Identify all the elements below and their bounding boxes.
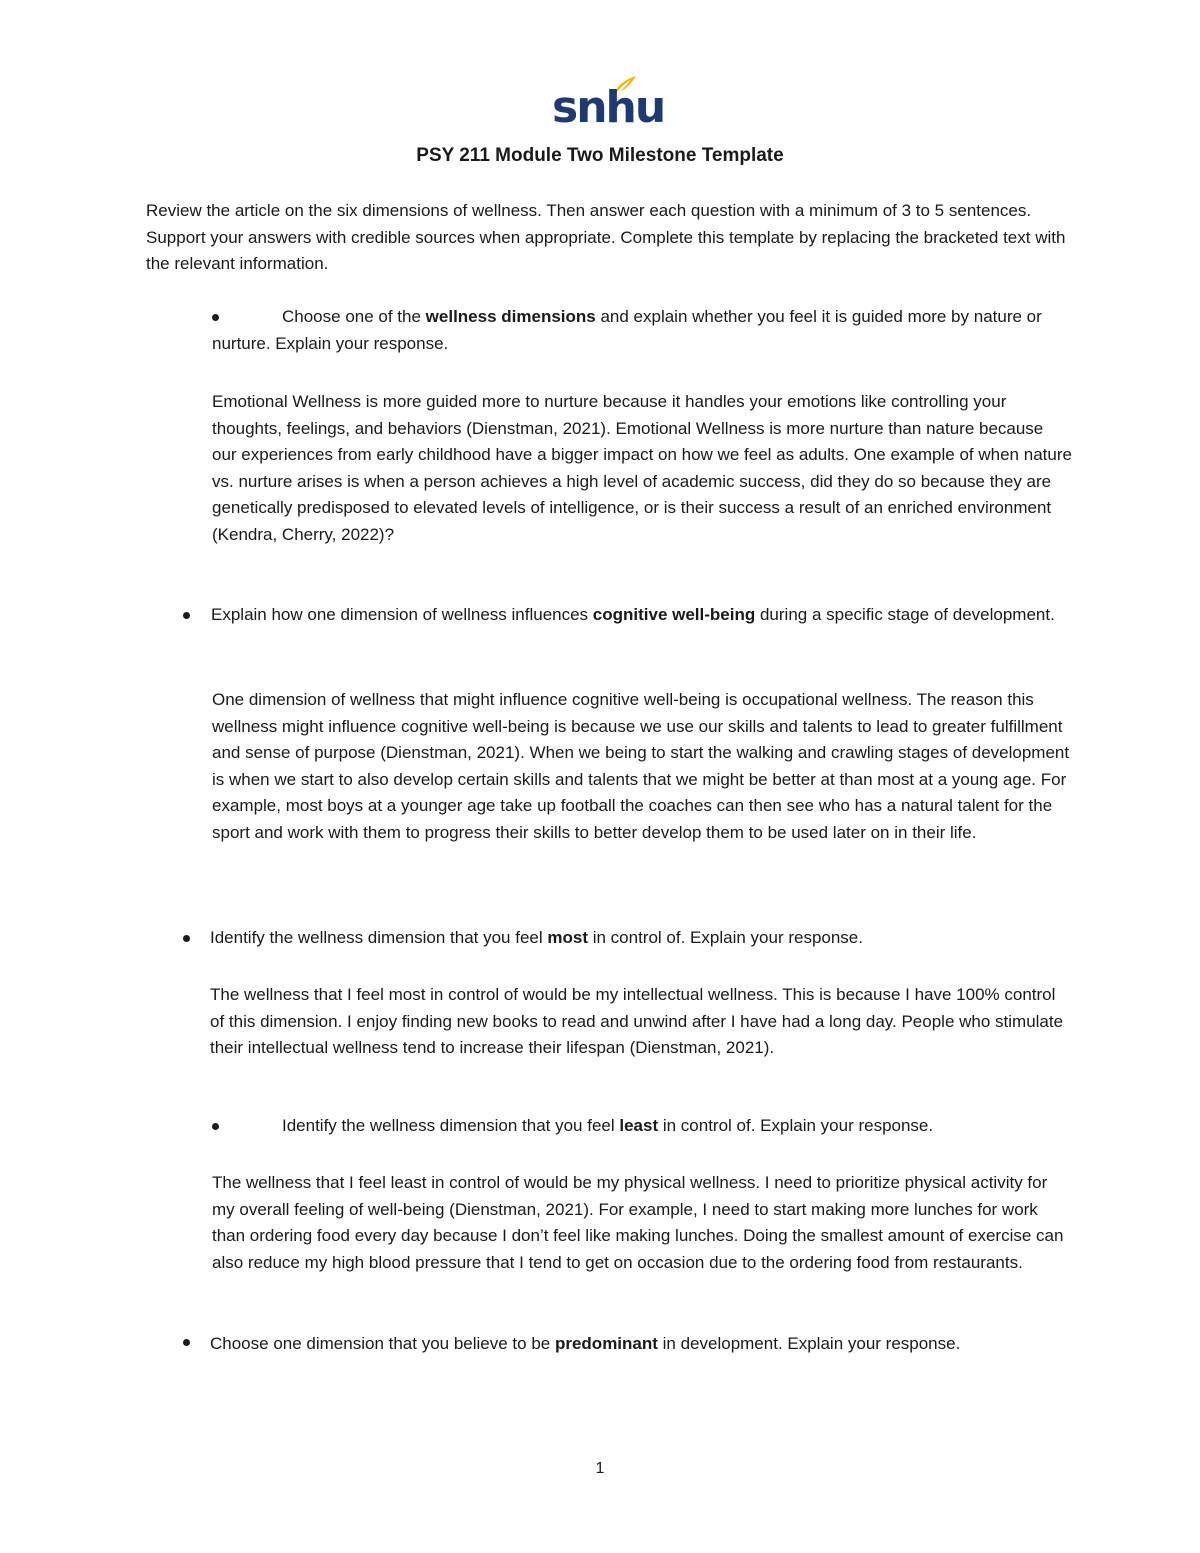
bullet-icon bbox=[183, 612, 190, 619]
question-4-keyword: least bbox=[619, 1116, 659, 1135]
question-3-keyword: most bbox=[547, 928, 588, 947]
page-number: 1 bbox=[595, 1460, 605, 1477]
bullet-icon bbox=[212, 1123, 219, 1130]
question-2-keyword: cognitive well-being bbox=[592, 605, 756, 624]
logo-wordmark: snhu bbox=[552, 82, 665, 133]
bullet-icon bbox=[183, 1339, 190, 1346]
document-title: PSY 211 Module Two Milestone Template bbox=[416, 145, 784, 166]
question-5-keyword: predominant bbox=[554, 1334, 658, 1353]
question-4: Identify the wellness dimension that you feel least in control of. Explain your response. bbox=[282, 1116, 934, 1135]
answer-2: One dimension of wellness that might influence cognitive well-being is occupational wellness. The reason this wellness might influence cognitive well-being is because we use our skills and talents to lead to greater fulfillment and sense of purpose (Dienstman, 2021). When we being to start the walking and crawling stages of development is when we start to also develop certain skills and talents that we might be better at than most at a young age. For example, most boys at a younger age take up football the coaches can then see who has a natural talent for the sport and work with them to progress their skills to better develop them to be used later on in their life. bbox=[212, 690, 1070, 842]
question-3: Identify the wellness dimension that you feel most in control of. Explain your response. bbox=[210, 928, 863, 947]
answer-3: The wellness that I feel most in control of would be my intellectual wellness. This is because I have 100% control of this dimension. I enjoy finding new books to read and unwind after I have had a long day. People who stimulate their intellectual wellness tend to increase their lifespan (Dienstman, 2021). bbox=[210, 985, 1064, 1057]
question-1-keyword: wellness dimensions bbox=[425, 307, 596, 326]
snhu-logo bbox=[552, 74, 665, 134]
question-1: Choose one of the wellness dimensions and explain whether you feel it is guided more by nature or nurture. Explain your response. bbox=[212, 307, 1042, 353]
intro-paragraph: Review the article on the six dimensions of wellness. Then answer each question with a minimum of 3 to 5 sentences. Support your answers with credible sources when appropriate. Complete this template by replacing the bracketed text with the relevant information. bbox=[146, 201, 1066, 273]
question-2: Explain how one dimension of wellness influences cognitive well-being during a specific stage of development. bbox=[211, 605, 1055, 624]
answer-4: The wellness that I feel least in control of would be my physical wellness. I need to prioritize physical activity for my overall feeling of well-being (Dienstman, 2021). For example, I need to start making more lunches for work than ordering food every day because I don’t feel like making lunches. Doing the smallest amount of exercise can also reduce my high blood pressure that I tend to get on occasion due to the ordering food from restaurants. bbox=[212, 1173, 1064, 1272]
bullet-icon bbox=[183, 935, 190, 942]
answer-1: Emotional Wellness is more guided more to nurture because it handles your emotions like controlling your thoughts, feelings, and behaviors (Dienstman, 2021). Emotional Wellness is more nurture than nature because our experiences from early childhood have a bigger impact on how we feel as adults. One example of when nature vs. nurture arises is when a person achieves a high level of academic success, did they do so because they are genetically predisposed to elevated levels of intelligence, or is their success a result of an enriched environment (Kendra, Cherry, 2022)? bbox=[212, 392, 1072, 544]
question-5: Choose one dimension that you believe to be predominant in development. Explain your response. bbox=[210, 1334, 961, 1353]
